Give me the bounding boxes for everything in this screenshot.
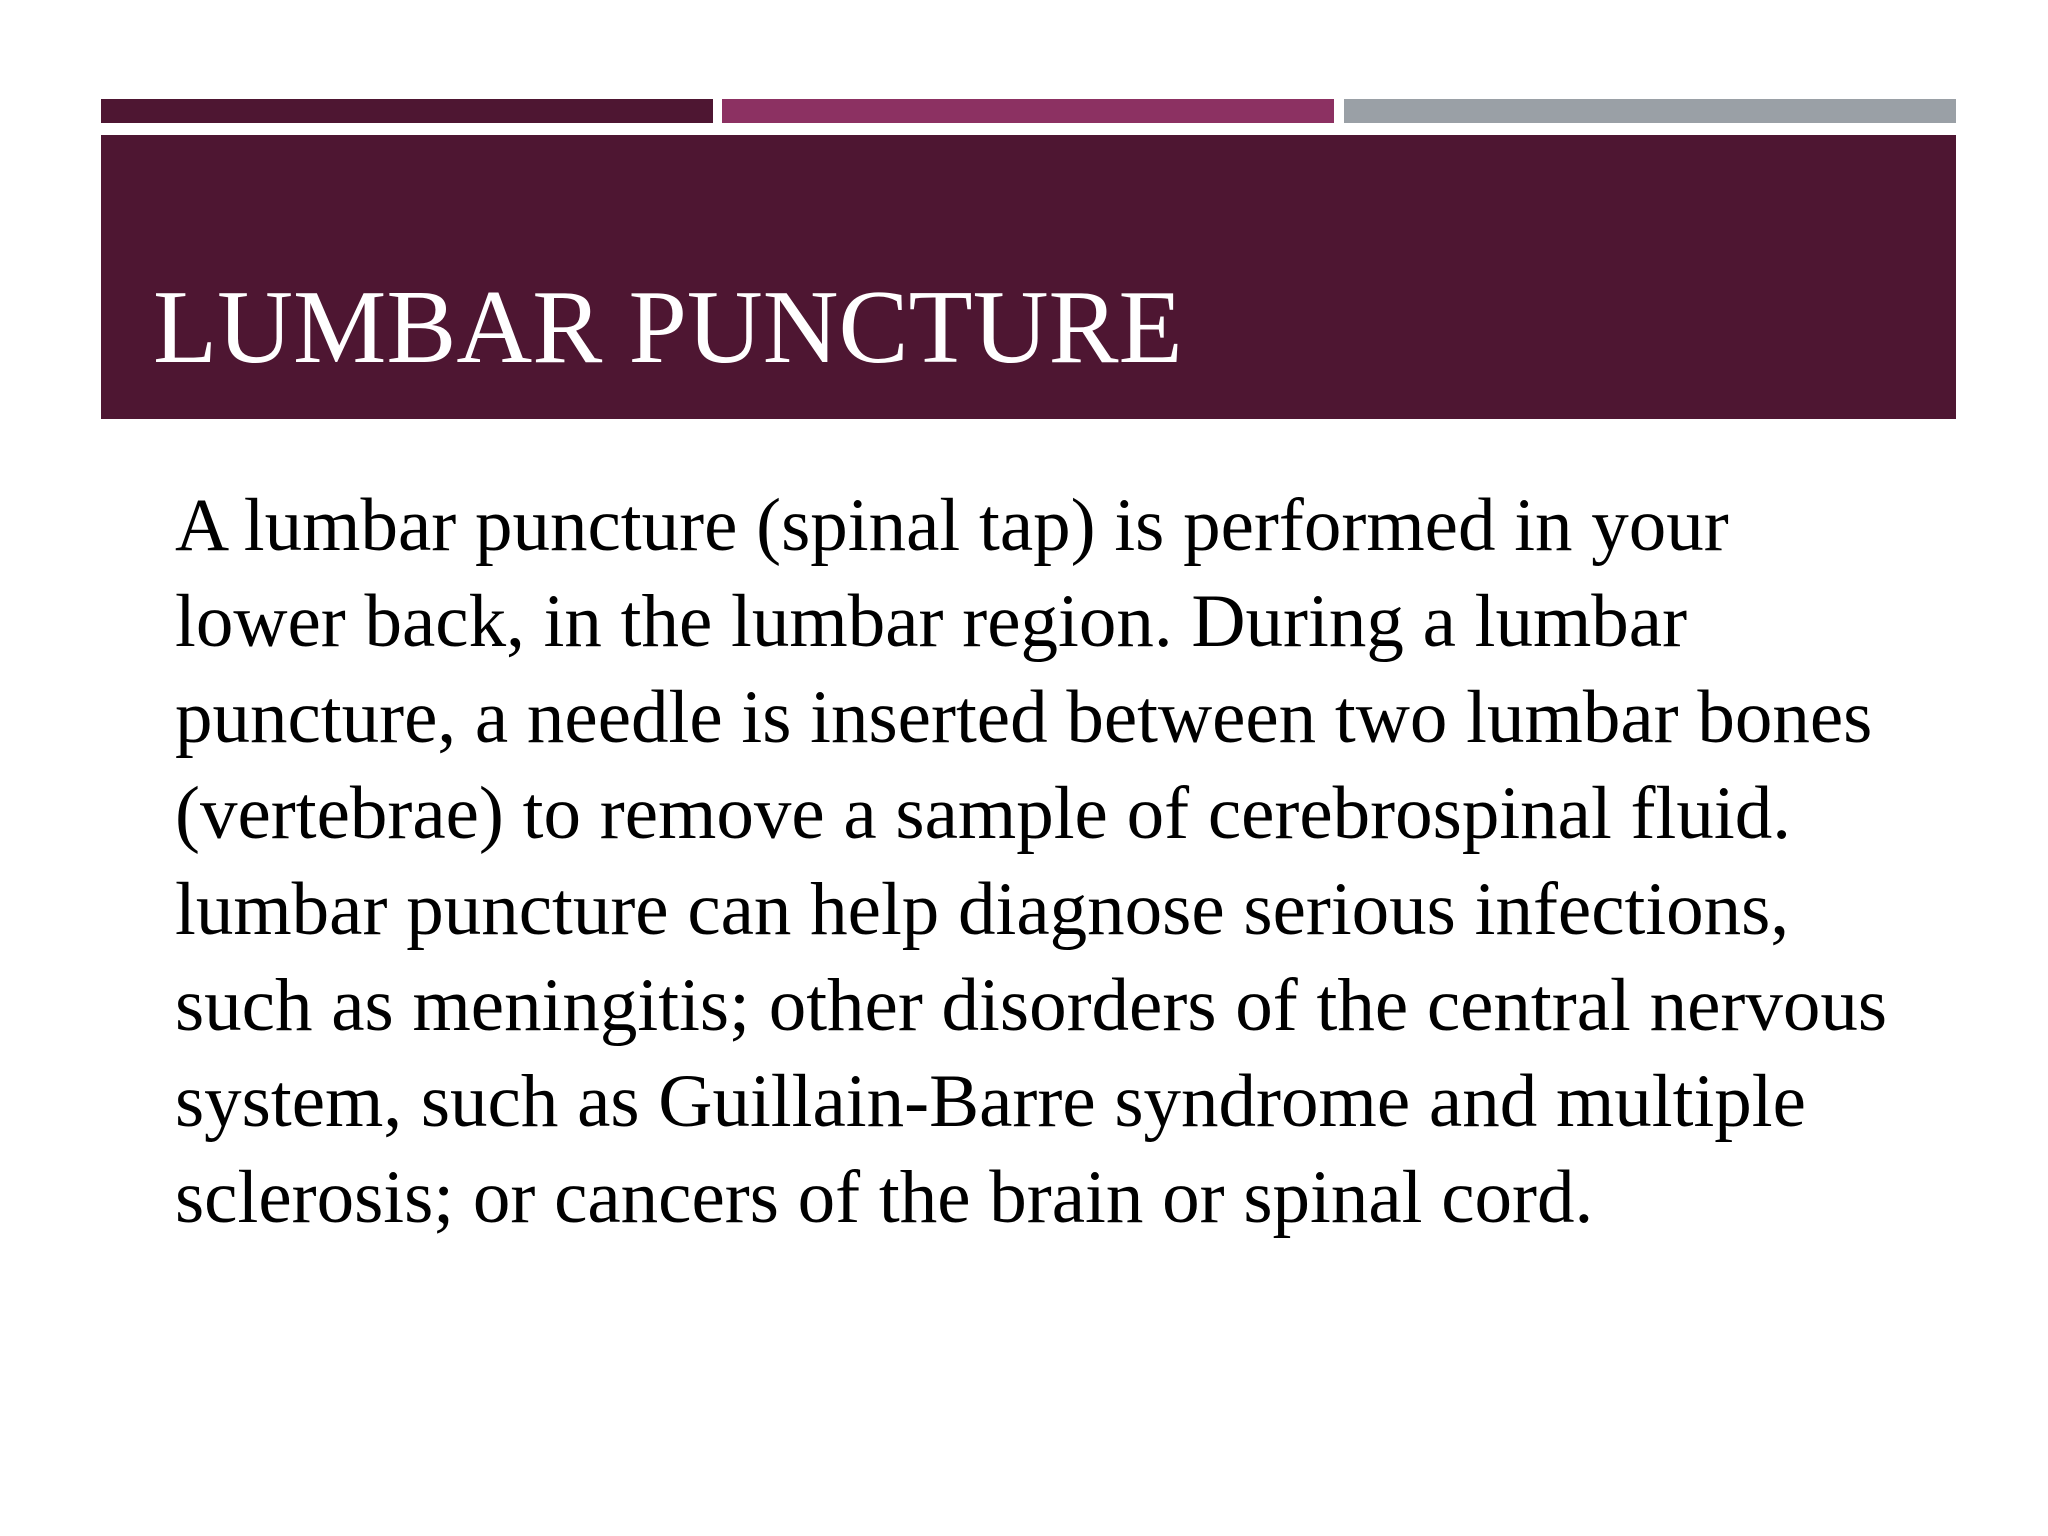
accent-bars <box>101 99 1956 123</box>
slide-body <box>175 478 1895 1246</box>
accent-bar-dark <box>101 99 713 123</box>
accent-bar-gray <box>1344 99 1956 123</box>
accent-bar-magenta <box>722 99 1334 123</box>
title-band <box>101 135 1956 419</box>
body-paragraph-2: lumbar puncture can help diagnose serious infections, such as meningitis; other disorders of the central nervous system, such as Guillain-Barre syndrome and multiple sclerosis; or cancers of the brain or spinal cord. <box>175 868 1888 1239</box>
slide-title: LUMBAR PUNCTURE <box>153 268 1183 385</box>
body-paragraph-1: A lumbar puncture (spinal tap) is performed in your lower back, in the lumbar region. During a lumbar puncture, a needle is inserted between two lumbar bones (vertebrae) to remove a sample of cerebrospinal fluid. <box>175 484 1873 855</box>
